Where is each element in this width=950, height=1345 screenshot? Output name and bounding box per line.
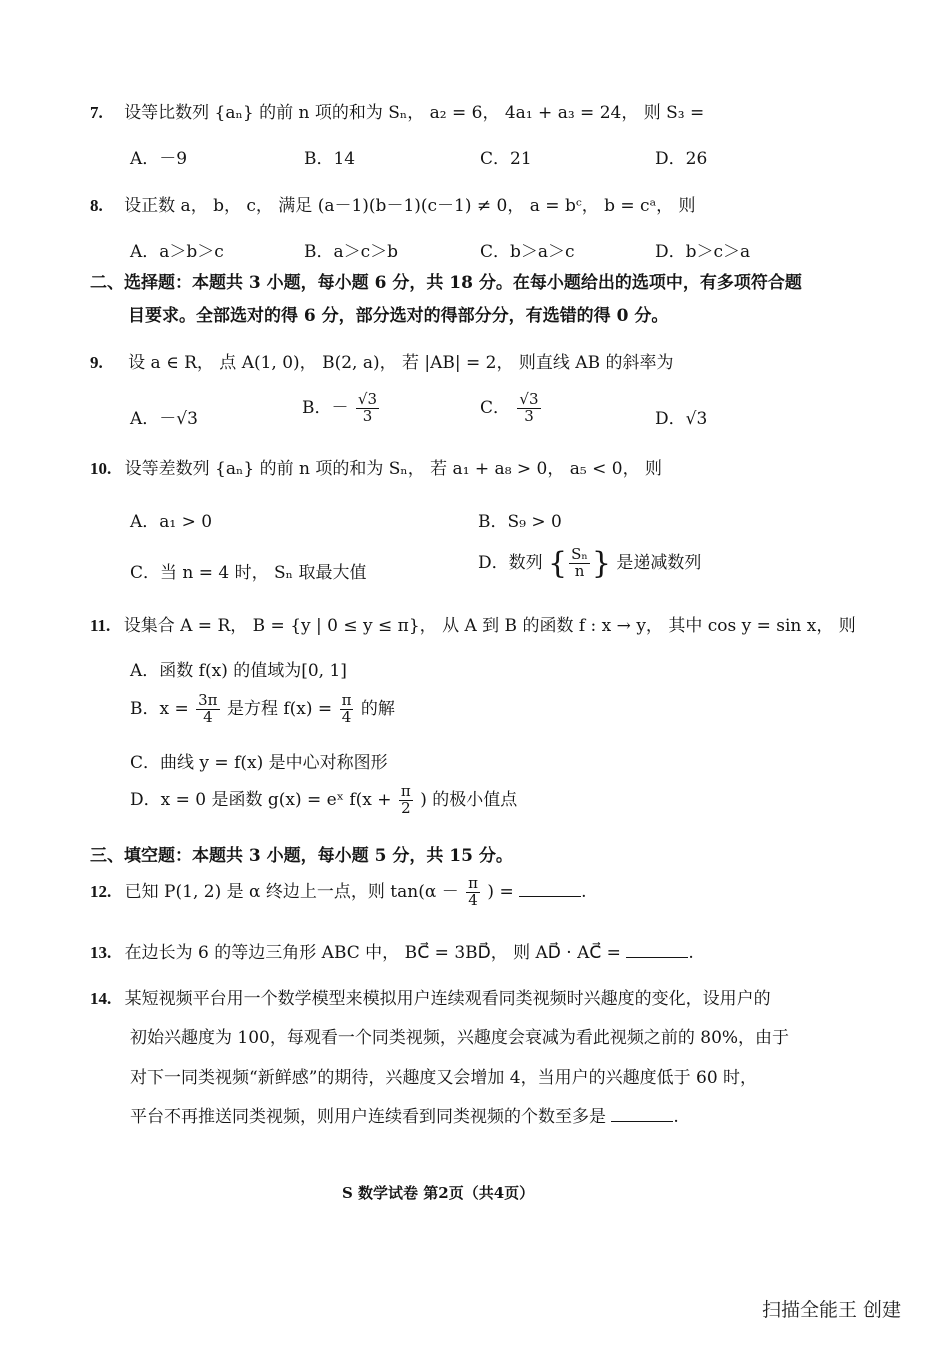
- option-label: B．－: [302, 397, 349, 418]
- option-label: C．: [480, 397, 511, 418]
- q10-option-c: C．当 n = 4 时， Sₙ 取最大值: [130, 563, 367, 583]
- section-3-heading: 三、填空题：本题共 3 小题，每小题 5 分，共 15 分。: [90, 846, 513, 866]
- option-label: B．x =: [130, 698, 189, 719]
- question-number: 12.: [90, 881, 112, 901]
- question-number: 14.: [90, 989, 112, 1008]
- answer-blank[interactable]: [626, 940, 688, 958]
- question-14-line-2: 初始兴趣度为 100，每观看一个同类视频，兴趣度会衰减为看此视频之前的 80%，由于: [130, 1028, 790, 1048]
- denominator: n: [574, 562, 585, 580]
- question-11: [90, 611, 856, 636]
- q7-option-a: A．－9: [130, 149, 188, 169]
- denominator: 4: [203, 707, 213, 726]
- question-stem: 设等差数列 {aₙ} 的前 n 项的和为 Sₙ， 若 a₁ + a₈ > 0， a₅ < 0， 则: [124, 459, 662, 479]
- q7-option-c: C．21: [480, 149, 532, 169]
- q11-option-c: C．曲线 y = f(x) 是中心对称图形: [130, 753, 388, 773]
- q7-option-d: D．26: [655, 149, 708, 169]
- question-number: 10.: [90, 459, 112, 478]
- denominator: 3: [524, 406, 534, 425]
- section-2-heading: 二、选择题：本题共 3 小题，每小题 6 分，共 18 分。在每小题给出的选项中，有多项符合题: [90, 273, 802, 293]
- stem-tail: ) =: [487, 881, 514, 902]
- fraction: [340, 693, 354, 726]
- section-2-heading-cont: 目要求。全部选对的得 6 分，部分选对的得部分分，有选错的得 0 分。: [128, 306, 669, 326]
- question-14: [90, 984, 771, 1009]
- q10-option-a: A．a₁ > 0: [130, 512, 213, 532]
- question-number: 7.: [90, 103, 103, 122]
- numerator: 3π: [198, 691, 218, 709]
- q8-option-c: C．b＞a＞c: [480, 242, 575, 262]
- period: .: [581, 881, 587, 902]
- q9-option-c: [480, 392, 543, 425]
- fraction: [399, 784, 413, 817]
- numerator: Sₙ: [571, 545, 588, 564]
- answer-blank[interactable]: [519, 879, 581, 897]
- q9-option-a: A．－√3: [130, 409, 198, 429]
- fraction: [517, 392, 540, 425]
- numerator: √3: [357, 390, 378, 408]
- option-mid: 是方程 f(x) =: [226, 698, 333, 719]
- numerator: π: [400, 782, 411, 800]
- option-tail: 的解: [360, 698, 395, 719]
- q8-option-a: A．a＞b＞c: [130, 242, 224, 262]
- period: .: [688, 943, 694, 963]
- question-number: 13.: [90, 943, 112, 962]
- q11-option-d: [130, 784, 517, 817]
- option-label: D．x = 0 是函数 g(x) = eˣ f(x +: [130, 789, 392, 810]
- question-number: 11.: [90, 616, 111, 635]
- fraction: [569, 547, 590, 580]
- numerator: √3: [519, 390, 539, 408]
- q9-option-d: D．√3: [655, 409, 708, 429]
- numerator: π: [468, 874, 478, 892]
- q10-option-d: [478, 546, 701, 581]
- denominator: 4: [341, 707, 352, 726]
- question-number: 8.: [90, 196, 103, 215]
- question-14-line-4: [130, 1102, 679, 1127]
- q8-option-b: B．a＞c＞b: [304, 242, 399, 262]
- question-stem: 设集合 A = R， B = {y | 0 ≤ y ≤ π}， 从 A 到 B 的函数 f : x → y， 其中 cos y = sin x， 则: [123, 616, 856, 636]
- option-tail: 是递减数列: [616, 553, 702, 573]
- option-label: D．数列: [478, 553, 543, 573]
- denominator: 3: [362, 406, 373, 425]
- question-line: 某短视频平台用一个数学模型来模拟用户连续观看同类视频时兴趣度的变化，设用户的: [124, 989, 771, 1009]
- page-footer: S 数学试卷 第2页（共4页）: [342, 1184, 535, 1202]
- numerator: π: [341, 691, 352, 709]
- option-tail: ) 的极小值点: [420, 789, 518, 810]
- q9-option-b: [302, 392, 381, 425]
- q7-option-b: B．14: [304, 149, 356, 169]
- question-line: 平台不再推送同类视频，则用户连续看到同类视频的个数至多是: [130, 1107, 606, 1127]
- question-number: 9.: [90, 353, 103, 372]
- question-stem: 已知 P(1, 2) 是 α 终边上一点，则 tan(α －: [124, 881, 459, 902]
- question-9: [90, 348, 673, 373]
- question-13: [90, 938, 694, 963]
- question-7: [90, 98, 704, 123]
- q11-option-a: A．函数 f(x) 的值域为[0, 1]: [130, 661, 347, 681]
- question-stem: 设等比数列 {aₙ} 的前 n 项的和为 Sₙ， a₂ = 6， 4a₁ + a₃ = 24， 则 S₃ =: [124, 103, 705, 123]
- question-stem: 在边长为 6 的等边三角形 ABC 中， BC⃗ = 3BD⃗， 则 AD⃗ · AC⃗ =: [124, 943, 621, 963]
- fraction: [466, 876, 480, 909]
- question-stem: 设 a ∈ R， 点 A(1, 0)， B(2, a)， 若 |AB| = 2， 则直线 AB 的斜率为: [128, 353, 674, 373]
- denominator: 2: [401, 798, 411, 817]
- denominator: 4: [468, 890, 478, 909]
- left-brace: {: [548, 546, 568, 581]
- question-14-line-3: 对下一同类视频“新鲜感”的期待，兴趣度又会增加 4，当用户的兴趣度低于 60 时，: [130, 1068, 758, 1088]
- period: .: [673, 1107, 679, 1127]
- question-10: [90, 454, 662, 479]
- question-stem: 设正数 a， b， c， 满足 (a－1)(b－1)(c－1) ≠ 0， a = bᶜ， b = cᵃ， 则: [124, 196, 696, 216]
- fraction: [356, 392, 379, 425]
- question-8: [90, 191, 696, 216]
- q11-option-b: [130, 693, 395, 726]
- question-12: [90, 876, 587, 909]
- q8-option-d: D．b＞c＞a: [655, 242, 751, 262]
- answer-blank[interactable]: [611, 1104, 673, 1122]
- scanner-watermark: 扫描全能王 创建: [762, 1299, 902, 1321]
- right-brace: }: [591, 546, 611, 581]
- fraction: [196, 693, 219, 726]
- q10-option-b: B．S₉ > 0: [478, 512, 562, 532]
